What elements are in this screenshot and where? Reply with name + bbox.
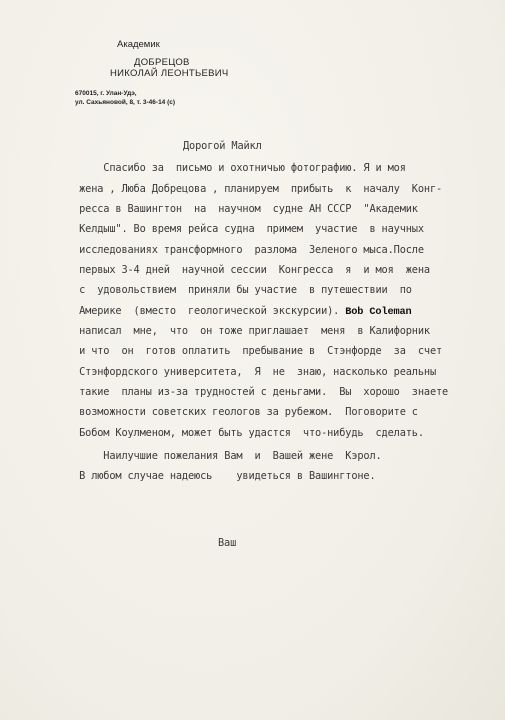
letter-line-15: Наилучшие пожелания Вам и Вашей жене Кэрол. xyxy=(67,450,382,462)
letter-line-9: написал мне, что он тоже приглашает меня в Калифорник xyxy=(67,325,430,337)
letter-line-5: исследованиях трансформного разлома Зеленого мыса.После xyxy=(67,244,424,256)
letter-line-7: с удовольствием приняли бы участие в путешествии по xyxy=(67,284,412,296)
letter-line-4: Келдыш". Во время рейса судна примем участие в научных xyxy=(67,223,424,235)
salutation: Дорогой Майкл xyxy=(183,140,262,152)
letterhead-surname: ДОБРЕЦОВ xyxy=(134,57,190,68)
letter-line-8 xyxy=(67,305,412,318)
inline-name: Bob Coleman xyxy=(339,306,412,318)
letter-line-16: В любом случае надеюсь увидеться в Вашингтоне. xyxy=(67,470,376,482)
letterhead-address-line-2: ул. Сахьяновой, 8, т. 3-46-14 (с) xyxy=(75,99,176,106)
letter-line-8-text: Америке (вместо геологической экскурсии). xyxy=(67,305,340,317)
closing: Ваш xyxy=(218,537,237,549)
letter-line-14: Бобом Коулменом, может быть удастся что-нибудь сделать. xyxy=(67,427,424,439)
letter-line-1: Спасибо за письмо и охотничью фотографию. Я и моя xyxy=(67,162,406,174)
letter-line-3: ресса в Вашингтон на научном судне АН СССР "Академик xyxy=(67,203,418,215)
letter-line-6: первых 3-4 дней научной сессии Конгресса я и моя жена xyxy=(67,264,430,276)
letter-line-10: и что он готов оплатить пребывание в Стэнфорде за счет xyxy=(67,345,443,357)
letterhead-title: Академик xyxy=(117,39,160,50)
letter-line-13: возможности советских геологов за рубежом. Поговорите с xyxy=(67,406,418,418)
letterhead-name: НИКОЛАЙ ЛЕОНТЬЕВИЧ xyxy=(110,68,229,79)
letter-line-12: такие планы из-за трудностей с деньгами. Вы хорошо знаете xyxy=(67,386,449,398)
letter-line-11: Стэнфордского университета, Я не знаю, насколько реальны xyxy=(67,366,437,378)
letter-line-2: жена , Люба Добрецова , планируем прибыть к началу Конг- xyxy=(67,183,443,195)
letterhead-address-line-1: 670015, г. Улан-Удэ, xyxy=(75,90,137,97)
